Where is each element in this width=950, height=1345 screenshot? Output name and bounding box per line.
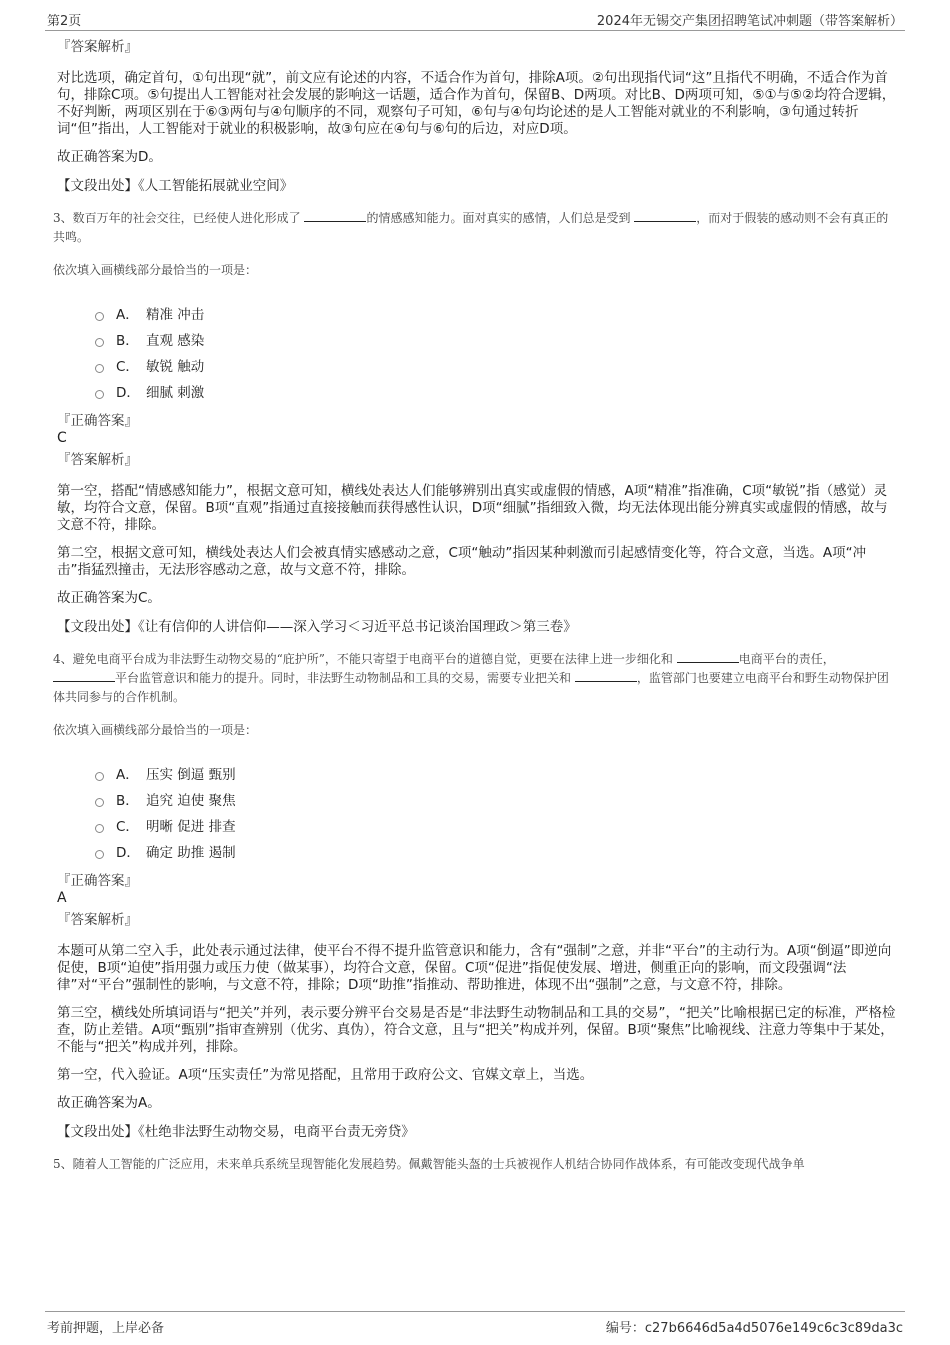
radio-icon[interactable] [95, 798, 104, 807]
option-text: 追究 迫使 聚焦 [146, 793, 236, 809]
source-line [57, 619, 900, 636]
option-a[interactable] [95, 300, 900, 326]
blank-line [634, 209, 696, 222]
correct-answer-heading: 『正确答案』 [57, 413, 138, 429]
document-id [606, 1317, 903, 1336]
analysis-paragraph: 第一空，搭配“情感感知能力”，根据文意可知，横线处表达人们能够辨别出真实或虚假的情感，A项“精准”指准确，C项“敏锐”指（感觉）灵敏，均符合文意，保留。B项“直观”指通过直接接触而获得感性认识，D项“细腻”指细致入微，均无法体现出能分辨真实或虚假的情感，故与文意不符，排除。 [57, 483, 888, 533]
blank-line [575, 669, 637, 682]
option-b[interactable] [95, 786, 900, 812]
option-c[interactable] [95, 812, 900, 838]
analysis-heading: 『答案解析』 [57, 912, 138, 928]
option-letter: C． [116, 819, 139, 835]
blank-line [677, 650, 739, 663]
option-letter: A． [116, 307, 139, 323]
radio-icon[interactable] [95, 364, 104, 373]
footer-slogan: 考前押题，上岸必备 [47, 1321, 165, 1336]
document-body [55, 38, 900, 1188]
final-answer: 故正确答案为A。 [57, 1095, 161, 1111]
stem-part: ，监管部门也要建立电商平台和野生动物保护团体共同参与的合作机制。 [53, 671, 889, 704]
question-instruction: 依次填入画横线部分最恰当的一项是： [53, 263, 258, 277]
stem-part: 平台监管意识和能力的提升。同时，非法野生动物制品和工具的交易，需要专业把关和 [115, 671, 575, 685]
page-footer [45, 1311, 905, 1336]
page-header [45, 8, 905, 31]
option-letter: A． [116, 767, 139, 783]
source-prefix: 【文段出处】 [57, 1124, 138, 1140]
option-d[interactable] [95, 838, 900, 864]
radio-icon[interactable] [95, 390, 104, 399]
source-prefix: 【文段出处】 [57, 619, 138, 635]
stem-part: 的情感感知能力。面对真实的感情，人们总是受到 [366, 211, 635, 225]
analysis-heading: 『答案解析』 [57, 452, 138, 468]
correct-answer-heading: 『正确答案』 [57, 873, 138, 889]
radio-icon[interactable] [95, 772, 104, 781]
analysis-paragraph: 本题可从第二空入手，此处表示通过法律，使平台不得不提升监管意识和能力，含有“强制”之意，并非“平台”的主动行为。A项“倒逼”即逆向促使，B项“迫使”指用强力或压力使（做某事），均符合文意，保留。C项“促进”指促使发展、增进，侧重正向的影响，而文段强调“法律”对“平台”强制性的影响，与文意不符，排除；D项“助推”指推动、帮助推进，体现不出“强制”之意，与文意不符，排除。 [57, 943, 892, 993]
correct-answer: C [57, 430, 67, 446]
option-letter: B． [116, 333, 139, 349]
blank-line [53, 669, 115, 682]
correct-answer: A [57, 890, 67, 906]
analysis-paragraph: 第三空，横线处所填词语与“把关”并列，表示要分辨平台交易是否是“非法野生动物制品和工具的交易”，“把关”比喻根据已定的标准，严格检查，防止差错。A项“甄别”指审查辨别（优劣、真伪），符合文意，且与“把关”构成并列，保留。B项“聚焦”比喻视线、注意力等集中于某处，不能与“把关”构成并列，排除。 [57, 1005, 896, 1055]
document-id-code: c27b6646d5a4d5076e149c6c3c89da3c [644, 1321, 903, 1336]
radio-icon[interactable] [95, 824, 104, 833]
stem-part: 电商平台的责任， [738, 652, 835, 666]
analysis-paragraph: 对比选项，确定首句，①句出现“就”，前文应有论述的内容，不适合作为首句，排除A项。②句出现指代词“这”且指代不明确，不适合作为首句，排除C项。⑤句提出人工智能对社会发展的影响这一话题，适合作为首句，保留B、D两项。对比B、D两项可知，⑤①与⑤②均符合逻辑，不好判断，两项区别在于⑥③两句与④句顺序的不同，观察句子可知，⑥句与④句均论述的是人工智能对就业的不利影响，③句通过转折词“但”指出，人工智能对于就业的积极影响，故③句应在④句与⑥句的后边，对应D项。 [57, 70, 896, 137]
option-text: 细腻 刺激 [146, 385, 205, 401]
final-answer: 故正确答案为D。 [57, 149, 162, 165]
stem-part: 4、避免电商平台成为非法野生动物交易的“庇护所”，不能只寄望于电商平台的道德自觉，更要在法律上进一步细化和 [53, 652, 677, 666]
question-stem [53, 650, 900, 707]
stem-part: ，而对于假装的感动则不会有真正的共鸣。 [53, 211, 889, 244]
question-stem [53, 209, 900, 247]
option-b[interactable] [95, 326, 900, 352]
option-text: 明晰 促进 排查 [146, 819, 236, 835]
question-instruction: 依次填入画横线部分最恰当的一项是： [53, 723, 258, 737]
option-c[interactable] [95, 352, 900, 378]
source-title: 《杜绝非法野生动物交易，电商平台责无旁贷》 [138, 1124, 415, 1140]
option-text: 精准 冲击 [146, 307, 205, 323]
source-line [57, 1124, 900, 1141]
option-list [95, 760, 900, 864]
option-letter: D． [116, 385, 140, 401]
source-title: 《让有信仰的人讲信仰——深入学习＜习近平总书记谈治国理政＞第三卷》 [138, 619, 577, 635]
question-stem: 5、随着人工智能的广泛应用，未来单兵系统呈现智能化发展趋势。佩戴智能头盔的士兵被视作人机结合协同作战体系，有可能改变现代战争单 [53, 1157, 805, 1171]
option-a[interactable] [95, 760, 900, 786]
source-prefix: 【文段出处】 [57, 178, 138, 194]
document-title: 2024年无锡交产集团招聘笔试冲刺题（带答案解析） [596, 14, 903, 29]
option-letter: C． [116, 359, 139, 375]
option-text: 压实 倒逼 甄别 [146, 767, 236, 783]
option-letter: B． [116, 793, 139, 809]
analysis-heading: 『答案解析』 [57, 39, 138, 55]
option-text: 确定 助推 遏制 [146, 845, 236, 861]
final-answer: 故正确答案为C。 [57, 590, 161, 606]
radio-icon[interactable] [95, 338, 104, 347]
option-d[interactable] [95, 378, 900, 404]
option-list [95, 300, 900, 404]
option-text: 敏锐 触动 [146, 359, 205, 375]
analysis-paragraph: 第一空，代入验证。A项“压实责任”为常见搭配，且常用于政府公文、官媒文章上，当选。 [57, 1067, 594, 1083]
option-text: 直观 感染 [146, 333, 205, 349]
document-id-label: 编号： [605, 1321, 645, 1336]
page-number: 第2页 [47, 14, 82, 29]
source-line [57, 178, 900, 195]
blank-line [304, 209, 366, 222]
radio-icon[interactable] [95, 312, 104, 321]
analysis-paragraph: 第二空，根据文意可知，横线处表达人们会被真情实感感动之意，C项“触动”指因某种刺激而引起感情变化等，符合文意，当选。A项“冲击”指猛烈撞击，无法形容感动之意，故与文意不符，排除。 [57, 545, 867, 578]
source-title: 《人工智能拓展就业空间》 [138, 178, 294, 194]
option-letter: D． [116, 845, 140, 861]
radio-icon[interactable] [95, 850, 104, 859]
stem-part: 3、数百万年的社会交往，已经使人进化形成了 [53, 211, 305, 225]
